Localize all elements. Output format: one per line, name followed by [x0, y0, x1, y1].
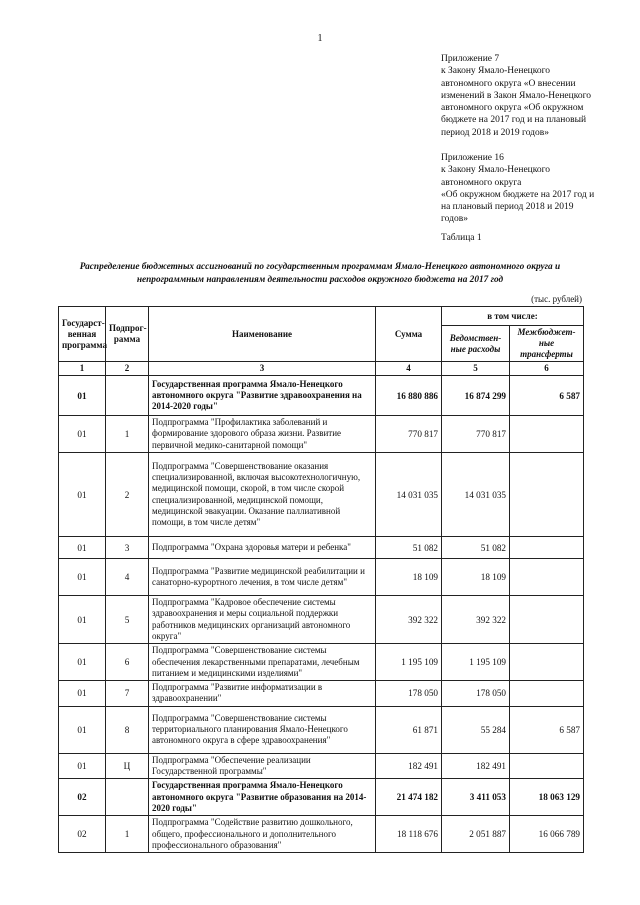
- sum-cell: 770 817: [376, 416, 442, 453]
- departmental-cell: 16 874 299: [442, 376, 510, 416]
- program-code-cell: 01: [59, 537, 106, 559]
- column-number: 1: [59, 362, 106, 376]
- subprogram-code-cell: [106, 779, 149, 816]
- departmental-cell: 182 491: [442, 753, 510, 779]
- sum-cell: 1 195 109: [376, 644, 442, 681]
- sum-cell: 16 880 886: [376, 376, 442, 416]
- title-line-2: непрограммным направлениям деятельности расходов окружного бюджета на 2017 год: [136, 274, 504, 285]
- table-row: [59, 376, 584, 416]
- subprogram-code-cell: 6: [106, 644, 149, 681]
- table-row: [59, 537, 584, 559]
- transfer-cell: 6 587: [510, 376, 584, 416]
- page-number: 1: [317, 33, 323, 44]
- program-name-cell: Подпрограмма "Кадровое обеспечение системы здравоохранения и меры социальной поддержки работников медицинских организаций автономного округа": [149, 596, 376, 644]
- title-line-1: Распределение бюджетных ассигнований по государственным программам Ямало-Ненецкого автономного округа и: [79, 262, 561, 272]
- sum-cell: 61 871: [376, 706, 442, 753]
- budget-table: [58, 306, 584, 853]
- table-row: [59, 559, 584, 596]
- program-name-cell: Подпрограмма "Обеспечение реализации Государственной программы": [149, 753, 376, 779]
- program-code-cell: 02: [59, 779, 106, 816]
- transfer-cell: 18 063 129: [510, 779, 584, 816]
- transfer-cell: 6 587: [510, 706, 584, 753]
- departmental-cell: 55 284: [442, 706, 510, 753]
- subprogram-code-cell: 2: [106, 453, 149, 537]
- header-departmental: Ведомствен-ные расходы: [442, 326, 510, 362]
- subprogram-code-cell: 8: [106, 706, 149, 753]
- table-body: [59, 376, 584, 853]
- transfer-cell: [510, 453, 584, 537]
- program-code-cell: 01: [59, 416, 106, 453]
- transfer-cell: [510, 753, 584, 779]
- transfer-cell: [510, 416, 584, 453]
- table-row: [59, 779, 584, 816]
- sum-cell: 18 118 676: [376, 816, 442, 853]
- transfer-cell: [510, 596, 584, 644]
- subprogram-code-cell: Ц: [106, 753, 149, 779]
- sum-cell: 178 050: [376, 681, 442, 707]
- sum-cell: 392 322: [376, 596, 442, 644]
- table-row: [59, 596, 584, 644]
- table-row: [59, 706, 584, 753]
- column-number: 5: [442, 362, 510, 376]
- column-number: 4: [376, 362, 442, 376]
- program-code-cell: 01: [59, 596, 106, 644]
- units-label: (тыс. рублей): [531, 294, 582, 304]
- program-name-cell: Государственная программа Ямало-Ненецкого автономного округа "Развитие образования на 2014-2020 годы": [149, 779, 376, 816]
- subprogram-code-cell: [106, 376, 149, 416]
- sum-cell: 182 491: [376, 753, 442, 779]
- transfer-cell: 16 066 789: [510, 816, 584, 853]
- column-number: 2: [106, 362, 149, 376]
- program-code-cell: 01: [59, 753, 106, 779]
- header-name: Наименование: [149, 307, 376, 362]
- program-name-cell: Подпрограмма "Профилактика заболеваний и формирование здорового образа жизни. Развитие первичной медико-санитарной помощи": [149, 416, 376, 453]
- column-number-row: [59, 362, 584, 376]
- program-name-cell: Подпрограмма "Развитие медицинской реабилитации и санаторно-курортного лечения, в том числе детям": [149, 559, 376, 596]
- program-name-cell: Подпрограмма "Совершенствование оказания специализированной, включая высокотехнологичную, медицинской помощи, скорой, в том числе скорой специализированной, медицинской помощи, медицинской эвакуации. Оказание паллиативной помощи, в том числе детям": [149, 453, 376, 537]
- departmental-cell: 51 082: [442, 537, 510, 559]
- program-code-cell: 01: [59, 559, 106, 596]
- table-row: [59, 681, 584, 707]
- sum-cell: 51 082: [376, 537, 442, 559]
- annex-note-7: Приложение 7 к Закону Ямало-Ненецкого автономного округа «О внесении изменений в Закон Ямало-Ненецкого автономного округа «Об окружном бюджете на 2017 год и на плановый период 2018 и 2019 годов»: [441, 54, 592, 138]
- departmental-cell: 18 109: [442, 559, 510, 596]
- program-code-cell: 01: [59, 706, 106, 753]
- program-name-cell: Подпрограмма "Содействие развитию дошкольного, общего, профессионального и дополнительного профессионального образования": [149, 816, 376, 853]
- sum-cell: 21 474 182: [376, 779, 442, 816]
- table-row: [59, 816, 584, 853]
- subprogram-code-cell: 1: [106, 816, 149, 853]
- departmental-cell: 178 050: [442, 681, 510, 707]
- transfer-cell: [510, 644, 584, 681]
- table-row: [59, 644, 584, 681]
- column-number: 6: [510, 362, 584, 376]
- table-row: [59, 453, 584, 537]
- header-transfers: Межбюджет-ные трансферты: [510, 326, 584, 362]
- departmental-cell: 392 322: [442, 596, 510, 644]
- program-name-cell: Подпрограмма "Совершенствование системы территориального планирования Ямало-Ненецкого автономного округа в сфере здравоохранения": [149, 706, 376, 753]
- subprogram-code-cell: 4: [106, 559, 149, 596]
- departmental-cell: 14 031 035: [442, 453, 510, 537]
- subprogram-code-cell: 7: [106, 681, 149, 707]
- program-name-cell: Подпрограмма "Охрана здоровья матери и ребенка": [149, 537, 376, 559]
- program-name-cell: Государственная программа Ямало-Ненецкого автономного округа "Развитие здравоохранения на 2014-2020 годы": [149, 376, 376, 416]
- program-name-cell: Подпрограмма "Совершенствование системы обеспечения лекарственными препаратами, лечебным питанием и медицинскими изделиями": [149, 644, 376, 681]
- departmental-cell: 3 411 053: [442, 779, 510, 816]
- departmental-cell: 1 195 109: [442, 644, 510, 681]
- header-program: Государст-венная программа: [59, 307, 106, 362]
- header-subprogram: Подпрог-рамма: [106, 307, 149, 362]
- program-code-cell: 01: [59, 376, 106, 416]
- program-code-cell: 01: [59, 681, 106, 707]
- table-label: Таблица 1: [441, 233, 482, 243]
- transfer-cell: [510, 681, 584, 707]
- header-sum: Сумма: [376, 307, 442, 362]
- departmental-cell: 770 817: [442, 416, 510, 453]
- program-name-cell: Подпрограмма "Развитие информатизации в здравоохранении": [149, 681, 376, 707]
- subprogram-code-cell: 5: [106, 596, 149, 644]
- table-row: [59, 753, 584, 779]
- column-number: 3: [149, 362, 376, 376]
- sum-cell: 14 031 035: [376, 453, 442, 537]
- program-code-cell: 01: [59, 453, 106, 537]
- annex-note-16: Приложение 16 к Закону Ямало-Ненецкого автономного округа «Об окружном бюджете на 2017 год и на плановый период 2018 и 2019 годов»: [441, 153, 595, 225]
- departmental-cell: 2 051 887: [442, 816, 510, 853]
- program-code-cell: 01: [59, 644, 106, 681]
- sum-cell: 18 109: [376, 559, 442, 596]
- transfer-cell: [510, 559, 584, 596]
- table-row: [59, 416, 584, 453]
- transfer-cell: [510, 537, 584, 559]
- header-including: в том числе:: [442, 307, 584, 326]
- subprogram-code-cell: 1: [106, 416, 149, 453]
- program-code-cell: 02: [59, 816, 106, 853]
- document-title: [0, 261, 640, 286]
- subprogram-code-cell: 3: [106, 537, 149, 559]
